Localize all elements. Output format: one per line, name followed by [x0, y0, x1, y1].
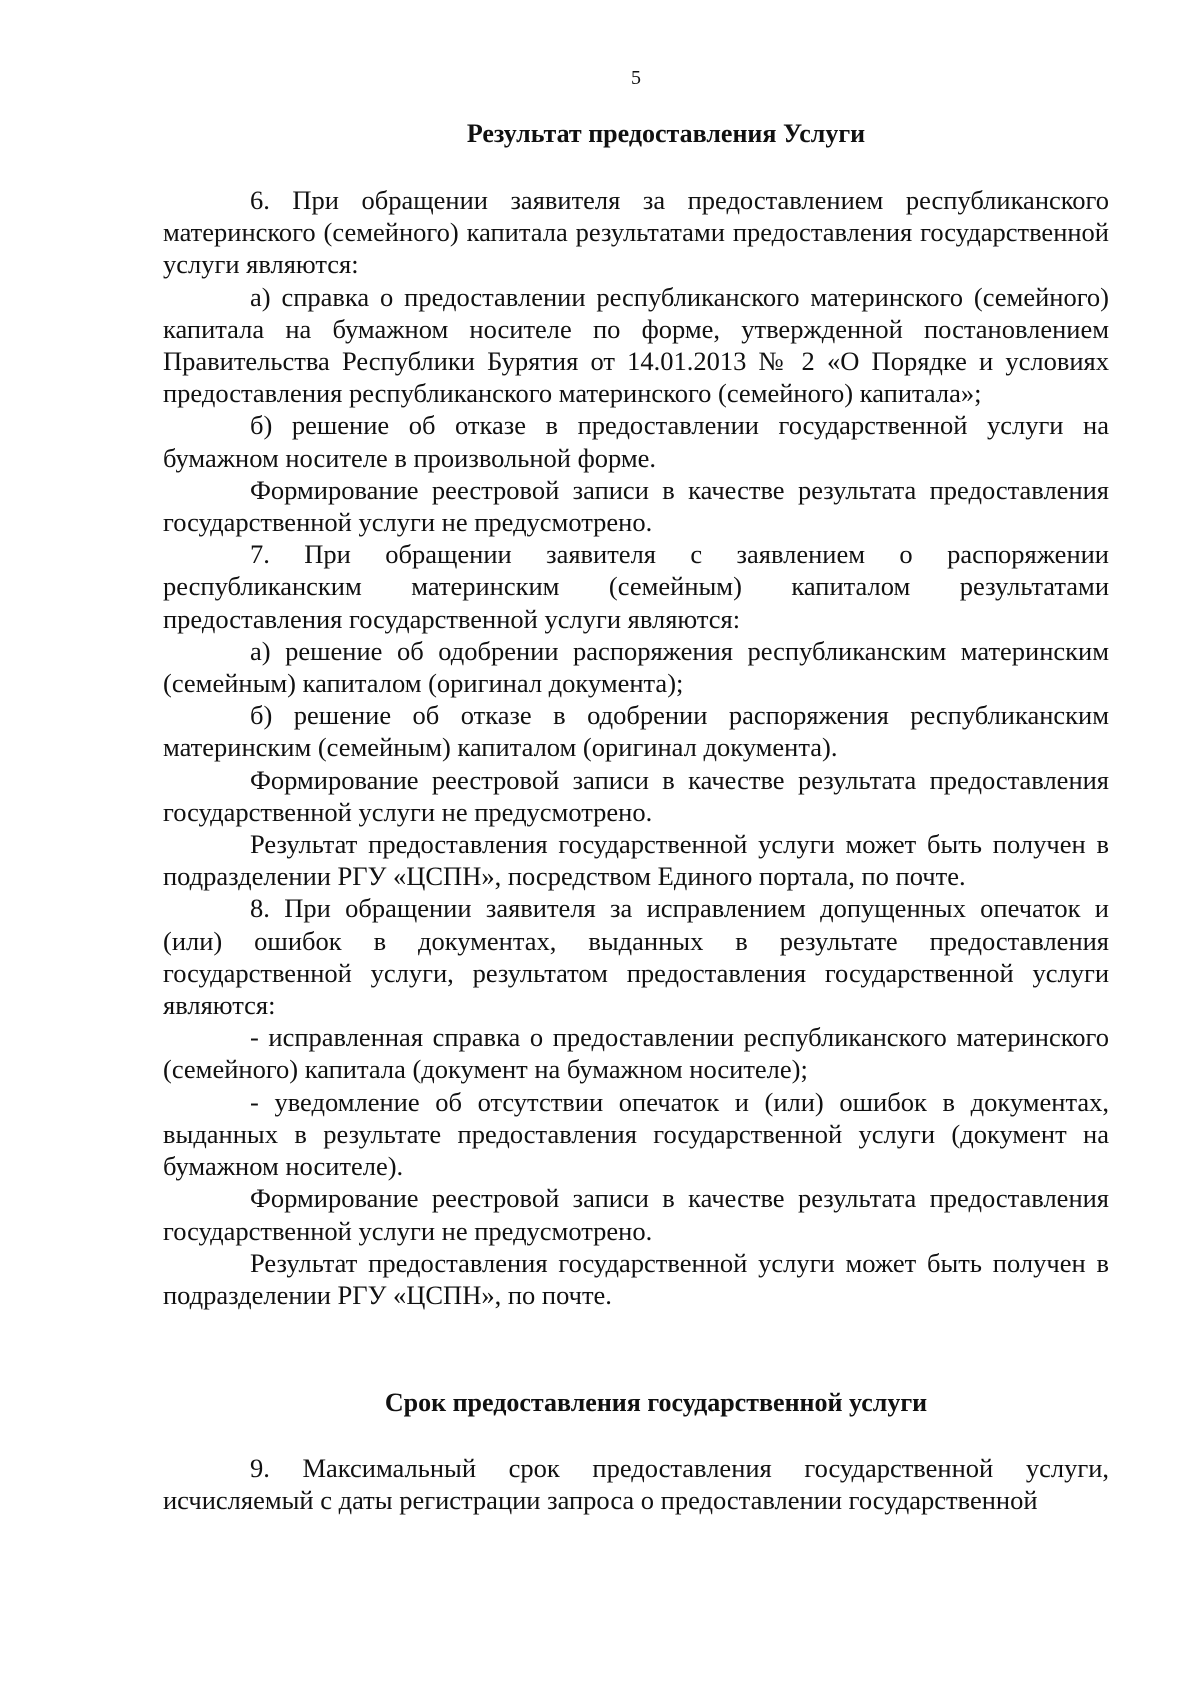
paragraph: Результат предоставления государственной услуги может быть получен в подразделении РГУ «ЦСПН», по почте. — [163, 1247, 1109, 1310]
paragraph: - уведомление об отсутствии опечаток и (или) ошибок в документах, выданных в результате предоставления государственной услуги (документ на бумажном носителе). — [163, 1086, 1109, 1182]
paragraph: Формирование реестровой записи в качестве результата предоставления государственной услуги не предусмотрено. — [163, 1183, 1109, 1246]
paragraph: 7. При обращении заявителя с заявлением о распоряжении республиканским материнским (семейным) капиталом результатами предоставления государственной услуги являются: — [163, 539, 1109, 634]
paragraph: б) решение об отказе в одобрении распоряжения республиканским материнским (семейным) капиталом (оригинал документа). — [163, 700, 1109, 763]
paragraph: б) решение об отказе в предоставлении государственной услуги на бумажном носителе в произвольной форме. — [163, 410, 1109, 473]
paragraph: 6. При обращении заявителя за предоставлением республиканского материнского (семейного) капитала результатами предоставления государственной услуги являются: — [163, 185, 1109, 280]
section-heading-result: Результат предоставления Услуги — [466, 119, 866, 148]
paragraph: - исправленная справка о предоставлении республиканского материнского (семейного) капитала (документ на бумажном носителе); — [163, 1022, 1109, 1085]
paragraph: Формирование реестровой записи в качестве результата предоставления государственной услуги не предусмотрено. — [163, 764, 1109, 827]
document-body — [163, 118, 1109, 1517]
section-heading-term: Срок предоставления государственной услуги — [384, 1388, 928, 1418]
paragraph: 8. При обращении заявителя за исправлением допущенных опечаток и (или) ошибок в документах, выданных в результате предоставления государственной услуги, результатом предоставления государственной услуги являются: — [163, 893, 1109, 1021]
paragraph: а) справка о предоставлении республиканского материнского (семейного) капитала на бумажном носителе по форме, утвержденной постановлением Правительства Республики Бурятия от 14.01.2013 № 2 «О Порядке и условиях предоставления республиканского материнского (семейного) капитала»; — [163, 281, 1109, 409]
paragraph: а) решение об одобрении распоряжения республиканским материнским (семейным) капиталом (оригинал документа); — [163, 635, 1109, 699]
paragraph: Результат предоставления государственной услуги может быть получен в подразделении РГУ «ЦСПН», посредством Единого портала, по почте. — [163, 829, 1109, 892]
paragraph: Формирование реестровой записи в качестве результата предоставления государственной услуги не предусмотрено. — [163, 474, 1109, 538]
page-number: 5 — [631, 67, 641, 89]
paragraph: 9. Максимальный срок предоставления государственной услуги, исчисляемый с даты регистрации запроса о предоставлении государственной — [163, 1453, 1109, 1516]
